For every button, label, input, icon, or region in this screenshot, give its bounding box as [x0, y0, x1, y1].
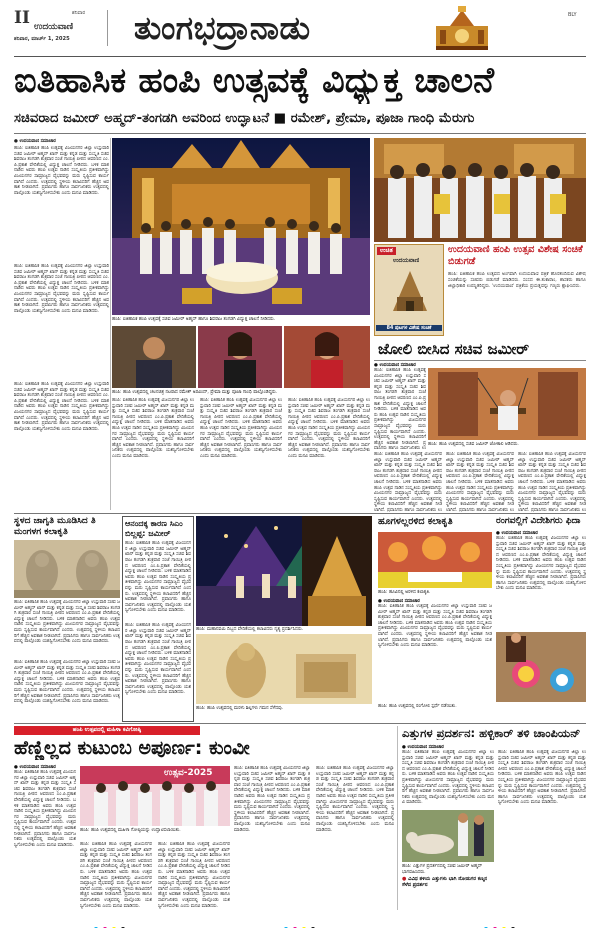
headline-rule	[14, 133, 586, 134]
special-headline: ಉದಯವಾಣಿ ಹಂಪಿ ಉತ್ಸವ ವಿಶೇಷ ಸಂಚಿಕೆ ಬಿಡುಗಡೆ	[448, 244, 583, 267]
swing-byline: ● ಉದಯವಾಣಿ ಸಮಾಚಾರ	[374, 363, 416, 368]
swing-caption: ಹಂಪಿ: ಹಂಪಿ ಉತ್ಸವದಲ್ಲಿ ಸಚಿವ ಜಮೀರ್ ಜೋಕಾಲಿ ಆಡಿದರು.	[428, 442, 519, 447]
ox-byline-text: ಉದಯವಾಣಿ ಸಮಾಚಾರ	[407, 745, 444, 750]
cm-box-headline: ಆನಂದಕ್ಕ ಕಾರಣ ಸಿಎಂ ಬಿಲ್ಲಪ್ಪ: ಜಮೀರ್	[125, 519, 183, 538]
sand-story-text	[14, 600, 120, 722]
swing-lower-col-2: ಹಂಪಿ: ಐತಿಹಾಸಿಕ ಹಂಪಿ ಉತ್ಸವಕ್ಕೆ ವಿಜಯನಗರ ಜಿಲ್ಲಾ ಉಸ್ತುವಾರಿ ಸಚಿವ ಜಮೀರ್ ಅಹ್ಮದ್ ಖಾನ್ ಮತ್ತು ಕನ್ನಡ ಮತ್ತು ಸಂಸ್ಕೃತಿ ಸಚಿವ ಶಿವರಾಜ ತಂಗಡಗಿ ಶುಕ್ರವಾರ ಸಂಜೆ ಗಾಯಿತ್ರಿ ಪೀಠದ ಆವರಣದ ಎಂ.ಪಿ.ಪ್ರಕಾಶ ವೇದಿಕೆಯಲ್ಲಿ ವಿಧ್ಯುಕ್ತ ಚಾಲನೆ ನೀಡಿದರು. ಬಳಿಕ ಮಾತನಾಡಿದ ಅವರು ಹಂಪಿ ಉತ್ಸವ ನಾಡಿನ ಸಂಸ್ಕೃತಿಯ ಪ್ರತೀಕವಾಗಿದ್ದು ವಿಜಯನಗರ ಸಾಮ್ರಾಜ್ಯದ ವೈಭವವನ್ನು ಮರು ಸೃಷ್ಟಿಸುವ ಕಾರ್ಯವಾಗಿದೆ ಎಂದರು. ಉತ್ಸವದಲ್ಲಿ ಸ್ಥಳೀಯ ಕಲಾವಿದರಿಗೆ ಹೆಚ್ಚಿನ ಅವಕಾಶ ನೀಡಲಾಗಿದೆ. ಪ್ರವಾಸಿಗರು ಹಾಗೂ ಸಾರ್ವಜನಿಕರು ಉ	[446, 452, 514, 512]
cm-box-body-2: ಹಂಪಿ: ಐತಿಹಾಸಿಕ ಹಂಪಿ ಉತ್ಸವಕ್ಕೆ ವಿಜಯನಗರ ಜಿಲ್ಲಾ ಉಸ್ತುವಾರಿ ಸಚಿವ ಜಮೀರ್ ಅಹ್ಮದ್ ಖಾನ್ ಮತ್ತು ಕನ್ನಡ ಮತ್ತು ಸಂಸ್ಕೃತಿ ಸಚಿವ ಶಿವರಾಜ ತಂಗಡಗಿ ಶುಕ್ರವಾರ ಸಂಜೆ ಗಾಯಿತ್ರಿ ಪೀಠದ ಆವರಣದ ಎಂ.ಪಿ.ಪ್ರಕಾಶ ವೇದಿಕೆಯಲ್ಲಿ ವಿಧ್ಯುಕ್ತ ಚಾಲನೆ ನೀಡಿದರು. ಬಳಿಕ ಮಾತನಾಡಿದ ಅವರು ಹಂಪಿ ಉತ್ಸವ ನಾಡಿನ ಸಂಸ್ಕೃತಿಯ ಪ್ರತೀಕವಾಗಿದ್ದು ವಿಜಯನಗರ ಸಾಮ್ರಾಜ್ಯದ ವೈಭವವನ್ನು ಮರು ಸೃಷ್ಟಿಸುವ ಕಾರ್ಯವಾಗಿದೆ ಎಂದರು. ಉತ್ಸವದಲ್ಲಿ ಸ್ಥಳೀಯ ಕಲಾವಿದರಿಗೆ ಹೆಚ್ಚಿನ ಅವಕಾಶ ನೀಡಲಾಗಿದೆ. ಪ್ರವಾಸಿಗರು ಹಾಗೂ ಸಾರ್ವಜನಿಕರು ಉತ್ಸವದಲ್ಲಿ ಪಾಲ್ಗೊಂಡು ಯಶಸ್ವಿಗೊಳಿಸಬೇಕು ಎಂದು ಮನವಿ ಮಾಡಿದರು.	[125, 623, 191, 696]
main-headline: ಐತಿಹಾಸಿಕ ಹಂಪಿ ಉತ್ಸವಕ್ಕೆ ವಿಧ್ಯುಕ್ತ ಚಾಲನೆ	[14, 61, 495, 101]
swing-photo	[428, 368, 586, 440]
women-col-1: ಹಂಪಿ: ಐತಿಹಾಸಿಕ ಹಂಪಿ ಉತ್ಸವಕ್ಕೆ ವಿಜಯನಗರ ಜಿಲ್ಲಾ ಉಸ್ತುವಾರಿ ಸಚಿವ ಜಮೀರ್ ಅಹ್ಮದ್ ಖಾನ್ ಮತ್ತು ಕನ್ನಡ ಮತ್ತು ಸಂಸ್ಕೃತಿ ಸಚಿವ ಶಿವರಾಜ ತಂಗಡಗಿ ಶುಕ್ರವಾರ ಸಂಜೆ ಗಾಯಿತ್ರಿ ಪೀಠದ ಆವರಣದ ಎಂ.ಪಿ.ಪ್ರಕಾಶ ವೇದಿಕೆಯಲ್ಲಿ ವಿಧ್ಯುಕ್ತ ಚಾಲನೆ ನೀಡಿದರು. ಬಳಿಕ ಮಾತನಾಡಿದ ಅವರು ಹಂಪಿ ಉತ್ಸವ ನಾಡಿನ ಸಂಸ್ಕೃತಿಯ ಪ್ರತೀಕವಾಗಿದ್ದು ವಿಜಯನಗರ ಸಾಮ್ರಾಜ್ಯದ ವೈಭವವನ್ನು ಮರು ಸೃಷ್ಟಿಸುವ ಕಾರ್ಯವಾಗಿದೆ ಎಂದರು. ಉತ್ಸವದಲ್ಲಿ ಸ್ಥಳೀಯ ಕಲಾವಿದರಿಗೆ ಹೆಚ್ಚಿನ ಅವಕಾಶ ನೀಡಲಾಗಿದೆ. ಪ್ರವಾಸಿಗರು ಹಾಗೂ ಸಾರ್ವಜನಿಕರು ಉತ್ಸವದಲ್ಲಿ ಪಾಲ್ಗೊಂಡು ಯಶಸ್ವಿಗೊಳಿಸಬೇಕು ಎಂದು ಮನವಿ ಮಾಡಿದರು.	[14, 770, 76, 848]
rangoli-byline-text: ಉದಯವಾಣಿ ಸಮಾಚಾರ	[501, 531, 538, 536]
women-banner: ಉತ್ಸವ-2025	[164, 768, 213, 778]
sculpture-caption: ಹಂಪಿ: ಹಂಪಿ ಉತ್ಸವದಲ್ಲಿ ಮರಳು ಶಿಲ್ಪಗಳು ಗಮನ ಸೆಳೆದವು.	[196, 706, 284, 711]
women-right-col-1: ಹಂಪಿ: ಐತಿಹಾಸಿಕ ಹಂಪಿ ಉತ್ಸವಕ್ಕೆ ವಿಜಯನಗರ ಜಿಲ್ಲಾ ಉಸ್ತುವಾರಿ ಸಚಿವ ಜಮೀರ್ ಅಹ್ಮದ್ ಖಾನ್ ಮತ್ತು ಕನ್ನಡ ಮತ್ತು ಸಂಸ್ಕೃತಿ ಸಚಿವ ಶಿವರಾಜ ತಂಗಡಗಿ ಶುಕ್ರವಾರ ಸಂಜೆ ಗಾಯಿತ್ರಿ ಪೀಠದ ಆವರಣದ ಎಂ.ಪಿ.ಪ್ರಕಾಶ ವೇದಿಕೆಯಲ್ಲಿ ವಿಧ್ಯುಕ್ತ ಚಾಲನೆ ನೀಡಿದರು. ಬಳಿಕ ಮಾತನಾಡಿದ ಅವರು ಹಂಪಿ ಉತ್ಸವ ನಾಡಿನ ಸಂಸ್ಕೃತಿಯ ಪ್ರತೀಕವಾಗಿದ್ದು ವಿಜಯನಗರ ಸಾಮ್ರಾಜ್ಯದ ವೈಭವವನ್ನು ಮರು ಸೃಷ್ಟಿಸುವ ಕಾರ್ಯವಾಗಿದೆ ಎಂದರು. ಉತ್ಸವದಲ್ಲಿ ಸ್ಥಳೀಯ ಕಲಾವಿದರಿಗೆ ಹೆಚ್ಚಿನ ಅವಕಾಶ ನೀಡಲಾಗಿದೆ. ಪ್ರವಾಸಿಗರು ಹಾಗೂ ಸಾರ್ವಜನಿಕರು ಉತ್ಸವದಲ್ಲಿ ಪಾಲ್ಗೊಂಡು ಯಶಸ್ವಿಗೊಳಿಸಬೇಕು ಎಂದು ಮನವಿ ಮಾಡಿದರು.	[234, 766, 310, 833]
ox-pullquote-text: ವಿವಿಧ ತಳಿಯ ಎತ್ತುಗಳು ಭಾಗಿ ನೋಡುಗರ ಕಣ್ಮನ ಸೆಳೆದ ಪ್ರದರ್ಶನ	[402, 876, 488, 889]
reg-dots-center	[284, 916, 315, 928]
ox-show-photo	[402, 810, 494, 862]
ox-headline: ಎತ್ತುಗಳ ಪ್ರದರ್ಶನ: ಹಳ್ಳಿಕಾರ್ ತಳಿ ಚಾಂಪಿಯನ್	[402, 726, 581, 740]
page-code: BLY	[568, 12, 577, 18]
women-lower-col-1: ಹಂಪಿ: ಐತಿಹಾಸಿಕ ಹಂಪಿ ಉತ್ಸವಕ್ಕೆ ವಿಜಯನಗರ ಜಿಲ್ಲಾ ಉಸ್ತುವಾರಿ ಸಚಿವ ಜಮೀರ್ ಅಹ್ಮದ್ ಖಾನ್ ಮತ್ತು ಕನ್ನಡ ಮತ್ತು ಸಂಸ್ಕೃತಿ ಸಚಿವ ಶಿವರಾಜ ತಂಗಡಗಿ ಶುಕ್ರವಾರ ಸಂಜೆ ಗಾಯಿತ್ರಿ ಪೀಠದ ಆವರಣದ ಎಂ.ಪಿ.ಪ್ರಕಾಶ ವೇದಿಕೆಯಲ್ಲಿ ವಿಧ್ಯುಕ್ತ ಚಾಲನೆ ನೀಡಿದರು. ಬಳಿಕ ಮಾತನಾಡಿದ ಅವರು ಹಂಪಿ ಉತ್ಸವ ನಾಡಿನ ಸಂಸ್ಕೃತಿಯ ಪ್ರತೀಕವಾಗಿದ್ದು ವಿಜಯನಗರ ಸಾಮ್ರಾಜ್ಯದ ವೈಭವವನ್ನು ಮರು ಸೃಷ್ಟಿಸುವ ಕಾರ್ಯವಾಗಿದೆ ಎಂದರು. ಉತ್ಸವದಲ್ಲಿ ಸ್ಥಳೀಯ ಕಲಾವಿದರಿಗೆ ಹೆಚ್ಚಿನ ಅವಕಾಶ ನೀಡಲಾಗಿದೆ. ಪ್ರವಾಸಿಗರು ಹಾಗೂ ಸಾರ್ವಜನಿಕರು ಉತ್ಸವದಲ್ಲಿ ಪಾಲ್ಗೊಂಡು ಯಶಸ್ವಿಗೊಳಿಸಬೇಕು ಎಂದು ಮನವಿ ಮಾಡಿದರು.	[80, 842, 152, 909]
swing-byline-text: ಉದಯವಾಣಿ ಸಮಾಚಾರ	[379, 363, 416, 368]
women-lower-text	[80, 842, 230, 910]
women-headline: ಹೆಣ್ಣಿಲ್ಲದ ಕುಟುಂಬ ಅಪೂರ್ಣ: ಕುಂವೀ	[14, 737, 250, 759]
row2-caption: ಹಂಪಿ: ಹಂಪಿ ಉತ್ಸವದಲ್ಲಿ ಚಲನಚಿತ್ರ ನಟರಾದ ರಮೇಶ್ ಅರವಿಂದ್, ಪ್ರೇಮಾ ಮತ್ತು ಪೂಜಾ ಗಾಂಧಿ ಪಾಲ್ಗೊಂಡಿದ್ದರು.	[112, 390, 278, 395]
mid-col-1: ಹಂಪಿ: ಐತಿಹಾಸಿಕ ಹಂಪಿ ಉತ್ಸವಕ್ಕೆ ವಿಜಯನಗರ ಜಿಲ್ಲಾ ಉಸ್ತುವಾರಿ ಸಚಿವ ಜಮೀರ್ ಅಹ್ಮದ್ ಖಾನ್ ಮತ್ತು ಕನ್ನಡ ಮತ್ತು ಸಂಸ್ಕೃತಿ ಸಚಿವ ಶಿವರಾಜ ತಂಗಡಗಿ ಶುಕ್ರವಾರ ಸಂಜೆ ಗಾಯಿತ್ರಿ ಪೀಠದ ಆವರಣದ ಎಂ.ಪಿ.ಪ್ರಕಾಶ ವೇದಿಕೆಯಲ್ಲಿ ವಿಧ್ಯುಕ್ತ ಚಾಲನೆ ನೀಡಿದರು. ಬಳಿಕ ಮಾತನಾಡಿದ ಅವರು ಹಂಪಿ ಉತ್ಸವ ನಾಡಿನ ಸಂಸ್ಕೃತಿಯ ಪ್ರತೀಕವಾಗಿದ್ದು ವಿಜಯನಗರ ಸಾಮ್ರಾಜ್ಯದ ವೈಭವವನ್ನು ಮರು ಸೃಷ್ಟಿಸುವ ಕಾರ್ಯವಾಗಿದೆ ಎಂದರು. ಉತ್ಸವದಲ್ಲಿ ಸ್ಥಳೀಯ ಕಲಾವಿದರಿಗೆ ಹೆಚ್ಚಿನ ಅವಕಾಶ ನೀಡಲಾಗಿದೆ. ಪ್ರವಾಸಿಗರು ಹಾಗೂ ಸಾರ್ವಜನಿಕರು ಉತ್ಸವದಲ್ಲಿ ಪಾಲ್ಗೊಂಡು ಯಶಸ್ವಿಗೊಳಿಸಬೇಕು ಎಂದು ಮನವಿ ಮಾಡಿದರು.	[112, 398, 194, 459]
sand-sculpture-photo	[14, 540, 120, 598]
mid-story-columns	[112, 398, 370, 510]
women-caption: ಹಂಪಿ: ಹಂಪಿ ಉತ್ಸವದಲ್ಲಿ ಮಹಿಳಾ ಗೋಷ್ಠಿಯನ್ನು ಉದ್ಘಾಟಿಸಲಾಯಿತು.	[80, 828, 181, 833]
mid-col-3: ಹಂಪಿ: ಐತಿಹಾಸಿಕ ಹಂಪಿ ಉತ್ಸವಕ್ಕೆ ವಿಜಯನಗರ ಜಿಲ್ಲಾ ಉಸ್ತುವಾರಿ ಸಚಿವ ಜಮೀರ್ ಅಹ್ಮದ್ ಖಾನ್ ಮತ್ತು ಕನ್ನಡ ಮತ್ತು ಸಂಸ್ಕೃತಿ ಸಚಿವ ಶಿವರಾಜ ತಂಗಡಗಿ ಶುಕ್ರವಾರ ಸಂಜೆ ಗಾಯಿತ್ರಿ ಪೀಠದ ಆವರಣದ ಎಂ.ಪಿ.ಪ್ರಕಾಶ ವೇದಿಕೆಯಲ್ಲಿ ವಿಧ್ಯುಕ್ತ ಚಾಲನೆ ನೀಡಿದರು. ಬಳಿಕ ಮಾತನಾಡಿದ ಅವರು ಹಂಪಿ ಉತ್ಸವ ನಾಡಿನ ಸಂಸ್ಕೃತಿಯ ಪ್ರತೀಕವಾಗಿದ್ದು ವಿಜಯನಗರ ಸಾಮ್ರಾಜ್ಯದ ವೈಭವವನ್ನು ಮರು ಸೃಷ್ಟಿಸುವ ಕಾರ್ಯವಾಗಿದೆ ಎಂದರು. ಉತ್ಸವದಲ್ಲಿ ಸ್ಥಳೀಯ ಕಲಾವಿದರಿಗೆ ಹೆಚ್ಚಿನ ಅವಕಾಶ ನೀಡಲಾಗಿದೆ. ಪ್ರವಾಸಿಗರು ಹಾಗೂ ಸಾರ್ವಜನಿಕರು ಉತ್ಸವದಲ್ಲಿ ಪಾಲ್ಗೊಂಡು ಯಶಸ್ವಿಗೊಳಿಸಬೇಕು ಎಂದು ಮನವಿ ಮಾಡಿದರು.	[288, 398, 370, 459]
sand-story-headline: ಸ್ಥಳದ ಜಾಗೃತಿ ಮೂಡಿಸಿದ ತಿ ಮಂಗಳಗ ಕಲಾಕೃತಿ	[14, 516, 96, 537]
ox-byline: ● ಉದಯವಾಣಿ ಸಮಾಚಾರ	[402, 745, 444, 750]
flowers-caption: ಹಂಪಿ: ಹೂವಿನಲ್ಲಿ ಅರಳಿದ ಕಲಾಕೃತಿ.	[378, 590, 431, 595]
celebrity-photo-2	[198, 326, 282, 388]
swing-lower-text	[374, 452, 586, 512]
lead-byline: ● ಉದಯವಾಣಿ ಸಮಾಚಾರ	[14, 139, 56, 144]
masthead-rule	[14, 56, 586, 57]
hampi-utsav-logo-icon	[432, 6, 492, 52]
women-right-text	[234, 766, 394, 910]
sand-body-2: ಹಂಪಿ: ಐತಿಹಾಸಿಕ ಹಂಪಿ ಉತ್ಸವಕ್ಕೆ ವಿಜಯನಗರ ಜಿಲ್ಲಾ ಉಸ್ತುವಾರಿ ಸಚಿವ ಜಮೀರ್ ಅಹ್ಮದ್ ಖಾನ್ ಮತ್ತು ಕನ್ನಡ ಮತ್ತು ಸಂಸ್ಕೃತಿ ಸಚಿವ ಶಿವರಾಜ ತಂಗಡಗಿ ಶುಕ್ರವಾರ ಸಂಜೆ ಗಾಯಿತ್ರಿ ಪೀಠದ ಆವರಣದ ಎಂ.ಪಿ.ಪ್ರಕಾಶ ವೇದಿಕೆಯಲ್ಲಿ ವಿಧ್ಯುಕ್ತ ಚಾಲನೆ ನೀಡಿದರು. ಬಳಿಕ ಮಾತನಾಡಿದ ಅವರು ಹಂಪಿ ಉತ್ಸವ ನಾಡಿನ ಸಂಸ್ಕೃತಿಯ ಪ್ರತೀಕವಾಗಿದ್ದು ವಿಜಯನಗರ ಸಾಮ್ರಾಜ್ಯದ ವೈಭವವನ್ನು ಮರು ಸೃಷ್ಟಿಸುವ ಕಾರ್ಯವಾಗಿದೆ ಎಂದರು. ಉತ್ಸವದಲ್ಲಿ ಸ್ಥಳೀಯ ಕಲಾವಿದರಿಗೆ ಹೆಚ್ಚಿನ ಅವಕಾಶ ನೀಡಲಾಗಿದೆ. ಪ್ರವಾಸಿಗರು ಹಾಗೂ ಸಾರ್ವಜನಿಕರು ಉತ್ಸವದಲ್ಲಿ ಪಾಲ್ಗೊಂಡು ಯಶಸ್ವಿಗೊಳಿಸಬೇಕು ಎಂದು ಮನವಿ ಮಾಡಿದರು.	[14, 660, 120, 705]
cm-box-story	[122, 516, 194, 722]
ox-body-2: ಹಂಪಿ: ಐತಿಹಾಸಿಕ ಹಂಪಿ ಉತ್ಸವಕ್ಕೆ ವಿಜಯನಗರ ಜಿಲ್ಲಾ ಉಸ್ತುವಾರಿ ಸಚಿವ ಜಮೀರ್ ಅಹ್ಮದ್ ಖಾನ್ ಮತ್ತು ಕನ್ನಡ ಮತ್ತು ಸಂಸ್ಕೃತಿ ಸಚಿವ ಶಿವರಾಜ ತಂಗಡಗಿ ಶುಕ್ರವಾರ ಸಂಜೆ ಗಾಯಿತ್ರಿ ಪೀಠದ ಆವರಣದ ಎಂ.ಪಿ.ಪ್ರಕಾಶ ವೇದಿಕೆಯಲ್ಲಿ ವಿಧ್ಯುಕ್ತ ಚಾಲನೆ ನೀಡಿದರು. ಬಳಿಕ ಮಾತನಾಡಿದ ಅವರು ಹಂಪಿ ಉತ್ಸವ ನಾಡಿನ ಸಂಸ್ಕೃತಿಯ ಪ್ರತೀಕವಾಗಿದ್ದು ವಿಜಯನಗರ ಸಾಮ್ರಾಜ್ಯದ ವೈಭವವನ್ನು ಮರು ಸೃಷ್ಟಿಸುವ ಕಾರ್ಯವಾಗಿದೆ ಎಂದರು. ಉತ್ಸವದಲ್ಲಿ ಸ್ಥಳೀಯ ಕಲಾವಿದರಿಗೆ ಹೆಚ್ಚಿನ ಅವಕಾಶ ನೀಡಲಾಗಿದೆ. ಪ್ರವಾಸಿಗರು ಹಾಗೂ ಸಾರ್ವಜನಿಕರು ಉತ್ಸವದಲ್ಲಿ ಪಾಲ್ಗೊಂಡು ಯಶಸ್ವಿಗೊಳಿಸಬೇಕು ಎಂದು ಮನವಿ ಮಾಡಿದರು.	[498, 750, 586, 806]
mid-col-2: ಹಂಪಿ: ಐತಿಹಾಸಿಕ ಹಂಪಿ ಉತ್ಸವಕ್ಕೆ ವಿಜಯನಗರ ಜಿಲ್ಲಾ ಉಸ್ತುವಾರಿ ಸಚಿವ ಜಮೀರ್ ಅಹ್ಮದ್ ಖಾನ್ ಮತ್ತು ಕನ್ನಡ ಮತ್ತು ಸಂಸ್ಕೃತಿ ಸಚಿವ ಶಿವರಾಜ ತಂಗಡಗಿ ಶುಕ್ರವಾರ ಸಂಜೆ ಗಾಯಿತ್ರಿ ಪೀಠದ ಆವರಣದ ಎಂ.ಪಿ.ಪ್ರಕಾಶ ವೇದಿಕೆಯಲ್ಲಿ ವಿಧ್ಯುಕ್ತ ಚಾಲನೆ ನೀಡಿದರು. ಬಳಿಕ ಮಾತನಾಡಿದ ಅವರು ಹಂಪಿ ಉತ್ಸವ ನಾಡಿನ ಸಂಸ್ಕೃತಿಯ ಪ್ರತೀಕವಾಗಿದ್ದು ವಿಜಯನಗರ ಸಾಮ್ರಾಜ್ಯದ ವೈಭವವನ್ನು ಮರು ಸೃಷ್ಟಿಸುವ ಕಾರ್ಯವಾಗಿದೆ ಎಂದರು. ಉತ್ಸವದಲ್ಲಿ ಸ್ಥಳೀಯ ಕಲಾವಿದರಿಗೆ ಹೆಚ್ಚಿನ ಅವಕಾಶ ನೀಡಲಾಗಿದೆ. ಪ್ರವಾಸಿಗರು ಹಾಗೂ ಸಾರ್ವಜನಿಕರು ಉತ್ಸವದಲ್ಲಿ ಪಾಲ್ಗೊಂಡು ಯಶಸ್ವಿಗೊಳಿಸಬೇಕು ಎಂದು ಮನವಿ ಮಾಡಿದರು.	[200, 398, 282, 459]
rangoli-headline: ರಂಗವಲ್ಲಿಗೆ ವಿದೇಶಿಗರು ಫಿದಾ	[496, 516, 581, 526]
women-right-col-2: ಹಂಪಿ: ಐತಿಹಾಸಿಕ ಹಂಪಿ ಉತ್ಸವಕ್ಕೆ ವಿಜಯನಗರ ಜಿಲ್ಲಾ ಉಸ್ತುವಾರಿ ಸಚಿವ ಜಮೀರ್ ಅಹ್ಮದ್ ಖಾನ್ ಮತ್ತು ಕನ್ನಡ ಮತ್ತು ಸಂಸ್ಕೃತಿ ಸಚಿವ ಶಿವರಾಜ ತಂಗಡಗಿ ಶುಕ್ರವಾರ ಸಂಜೆ ಗಾಯಿತ್ರಿ ಪೀಠದ ಆವರಣದ ಎಂ.ಪಿ.ಪ್ರಕಾಶ ವೇದಿಕೆಯಲ್ಲಿ ವಿಧ್ಯುಕ್ತ ಚಾಲನೆ ನೀಡಿದರು. ಬಳಿಕ ಮಾತನಾಡಿದ ಅವರು ಹಂಪಿ ಉತ್ಸವ ನಾಡಿನ ಸಂಸ್ಕೃತಿಯ ಪ್ರತೀಕವಾಗಿದ್ದು ವಿಜಯನಗರ ಸಾಮ್ರಾಜ್ಯದ ವೈಭವವನ್ನು ಮರು ಸೃಷ್ಟಿಸುವ ಕಾರ್ಯವಾಗಿದೆ ಎಂದರು. ಉತ್ಸವದಲ್ಲಿ ಸ್ಥಳೀಯ ಕಲಾವಿದರಿಗೆ ಹೆಚ್ಚಿನ ಅವಕಾಶ ನೀಡಲಾಗಿದೆ. ಪ್ರವಾಸಿಗರು ಹಾಗೂ ಸಾರ್ವಜನಿಕರು ಉತ್ಸವದಲ್ಲಿ ಪಾಲ್ಗೊಂಡು ಯಶಸ್ವಿಗೊಳಿಸಬೇಕು ಎಂದು ಮನವಿ ಮಾಡಿದರು.	[316, 766, 394, 833]
swing-rule	[374, 360, 586, 361]
lead-byline-text: ಉದಯವಾಣಿ ಸಮಾಚಾರ	[19, 139, 56, 144]
reg-dots-right	[484, 916, 515, 928]
sand-body: ಹಂಪಿ: ಐತಿಹಾಸಿಕ ಹಂಪಿ ಉತ್ಸವಕ್ಕೆ ವಿಜಯನಗರ ಜಿಲ್ಲಾ ಉಸ್ತುವಾರಿ ಸಚಿವ ಜಮೀರ್ ಅಹ್ಮದ್ ಖಾನ್ ಮತ್ತು ಕನ್ನಡ ಮತ್ತು ಸಂಸ್ಕೃತಿ ಸಚಿವ ಶಿವರಾಜ ತಂಗಡಗಿ ಶುಕ್ರವಾರ ಸಂಜೆ ಗಾಯಿತ್ರಿ ಪೀಠದ ಆವರಣದ ಎಂ.ಪಿ.ಪ್ರಕಾಶ ವೇದಿಕೆಯಲ್ಲಿ ವಿಧ್ಯುಕ್ತ ಚಾಲನೆ ನೀಡಿದರು. ಬಳಿಕ ಮಾತನಾಡಿದ ಅವರು ಹಂಪಿ ಉತ್ಸವ ನಾಡಿನ ಸಂಸ್ಕೃತಿಯ ಪ್ರತೀಕವಾಗಿದ್ದು ವಿಜಯನಗರ ಸಾಮ್ರಾಜ್ಯದ ವೈಭವವನ್ನು ಮರು ಸೃಷ್ಟಿಸುವ ಕಾರ್ಯವಾಗಿದೆ ಎಂದರು. ಉತ್ಸವದಲ್ಲಿ ಸ್ಥಳೀಯ ಕಲಾವಿದರಿಗೆ ಹೆಚ್ಚಿನ ಅವಕಾಶ ನೀಡಲಾಗಿದೆ. ಪ್ರವಾಸಿಗರು ಹಾಗೂ ಸಾರ್ವಜನಿಕರು ಉತ್ಸವದಲ್ಲಿ ಪಾಲ್ಗೊಂಡು ಯಶಸ್ವಿಗೊಳಿಸಬೇಕು ಎಂದು ಮನವಿ ಮಾಡಿದರು.	[14, 600, 120, 645]
section-rule-2	[14, 723, 586, 724]
special-badge: 84 ಪುಟಗಳ ವಿಶೇಷ ಸಂಚಿಕೆ	[376, 325, 442, 331]
rangoli-photo	[496, 632, 586, 702]
masthead-divider	[107, 10, 108, 46]
rangoli-body: ಹಂಪಿ: ಐತಿಹಾಸಿಕ ಹಂಪಿ ಉತ್ಸವಕ್ಕೆ ವಿಜಯನಗರ ಜಿಲ್ಲಾ ಉಸ್ತುವಾರಿ ಸಚಿವ ಜಮೀರ್ ಅಹ್ಮದ್ ಖಾನ್ ಮತ್ತು ಕನ್ನಡ ಮತ್ತು ಸಂಸ್ಕೃತಿ ಸಚಿವ ಶಿವರಾಜ ತಂಗಡಗಿ ಶುಕ್ರವಾರ ಸಂಜೆ ಗಾಯಿತ್ರಿ ಪೀಠದ ಆವರಣದ ಎಂ.ಪಿ.ಪ್ರಕಾಶ ವೇದಿಕೆಯಲ್ಲಿ ವಿಧ್ಯುಕ್ತ ಚಾಲನೆ ನೀಡಿದರು. ಬಳಿಕ ಮಾತನಾಡಿದ ಅವರು ಹಂಪಿ ಉತ್ಸವ ನಾಡಿನ ಸಂಸ್ಕೃತಿಯ ಪ್ರತೀಕವಾಗಿದ್ದು ವಿಜಯನಗರ ಸಾಮ್ರಾಜ್ಯದ ವೈಭವವನ್ನು ಮರು ಸೃಷ್ಟಿಸುವ ಕಾರ್ಯವಾಗಿದೆ ಎಂದರು. ಉತ್ಸವದಲ್ಲಿ ಸ್ಥಳೀಯ ಕಲಾವಿದರಿಗೆ ಹೆಚ್ಚಿನ ಅವಕಾಶ ನೀಡಲಾಗಿದೆ. ಪ್ರವಾಸಿಗರು ಹಾಗೂ ಸಾರ್ವಜನಿಕರು ಉತ್ಸವದಲ್ಲಿ ಪಾಲ್ಗೊಂಡು ಯಶಸ್ವಿಗೊಳಿಸಬೇಕು ಎಂದು ಮನವಿ ಮಾಡಿದರು.	[496, 536, 586, 592]
women-byline-text: ಉದಯವಾಣಿ ಸಮಾಚಾರ	[19, 765, 56, 770]
pullquote-bullet-icon: ●	[402, 876, 409, 882]
flowers-photo	[378, 532, 492, 588]
flowers-byline: ● ಉದಯವಾಣಿ ಸಮಾಚಾರ	[378, 599, 420, 604]
free-label: ಉಚಿತ	[377, 247, 396, 255]
section-rule-1	[14, 513, 586, 514]
sub-headline: ಸಚಿವರಾದ ಜಮೀರ್ ಅಹ್ಮದ್-ತಂಗಡಗಿ ಅವರಿಂದ ಉದ್ಘಾಟನೆ ■ ರಮೇಶ್, ಪ್ರೇಮಾ, ಪೂಜಾ ಗಾಂಧಿ ಮೆರುಗು	[14, 111, 475, 126]
center-photo-caption: ಹಂಪಿ: ಮಹಾನವಮಿ ದಿಬ್ಬದ ವೇದಿಕೆಯಲ್ಲಿ ಕಲಾವಿದರು ನೃತ್ಯ ಪ್ರದರ್ಶಿಸಿದರು.	[196, 627, 304, 632]
release-event-photo	[374, 138, 586, 242]
bottom-divider	[397, 726, 398, 910]
flowers-body: ಹಂಪಿ: ಐತಿಹಾಸಿಕ ಹಂಪಿ ಉತ್ಸವಕ್ಕೆ ವಿಜಯನಗರ ಜಿಲ್ಲಾ ಉಸ್ತುವಾರಿ ಸಚಿವ ಜಮೀರ್ ಅಹ್ಮದ್ ಖಾನ್ ಮತ್ತು ಕನ್ನಡ ಮತ್ತು ಸಂಸ್ಕೃತಿ ಸಚಿವ ಶಿವರಾಜ ತಂಗಡಗಿ ಶುಕ್ರವಾರ ಸಂಜೆ ಗಾಯಿತ್ರಿ ಪೀಠದ ಆವರಣದ ಎಂ.ಪಿ.ಪ್ರಕಾಶ ವೇದಿಕೆಯಲ್ಲಿ ವಿಧ್ಯುಕ್ತ ಚಾಲನೆ ನೀಡಿದರು. ಬಳಿಕ ಮಾತನಾಡಿದ ಅವರು ಹಂಪಿ ಉತ್ಸವ ನಾಡಿನ ಸಂಸ್ಕೃತಿಯ ಪ್ರತೀಕವಾಗಿದ್ದು ವಿಜಯನಗರ ಸಾಮ್ರಾಜ್ಯದ ವೈಭವವನ್ನು ಮರು ಸೃಷ್ಟಿಸುವ ಕಾರ್ಯವಾಗಿದೆ ಎಂದರು. ಉತ್ಸವದಲ್ಲಿ ಸ್ಥಳೀಯ ಕಲಾವಿದರಿಗೆ ಹೆಚ್ಚಿನ ಅವಕಾಶ ನೀಡಲಾಗಿದೆ. ಪ್ರವಾಸಿಗರು ಹಾಗೂ ಸಾರ್ವಜನಿಕರು ಉತ್ಸವದಲ್ಲಿ ಪಾಲ್ಗೊಂಡು ಯಶಸ್ವಿಗೊಳಿಸಬೇಕು ಎಂದು ಮನವಿ ಮಾಡಿದರು.	[378, 604, 492, 649]
women-lower-col-2: ಹಂಪಿ: ಐತಿಹಾಸಿಕ ಹಂಪಿ ಉತ್ಸವಕ್ಕೆ ವಿಜಯನಗರ ಜಿಲ್ಲಾ ಉಸ್ತುವಾರಿ ಸಚಿವ ಜಮೀರ್ ಅಹ್ಮದ್ ಖಾನ್ ಮತ್ತು ಕನ್ನಡ ಮತ್ತು ಸಂಸ್ಕೃತಿ ಸಚಿವ ಶಿವರಾಜ ತಂಗಡಗಿ ಶುಕ್ರವಾರ ಸಂಜೆ ಗಾಯಿತ್ರಿ ಪೀಠದ ಆವರಣದ ಎಂ.ಪಿ.ಪ್ರಕಾಶ ವೇದಿಕೆಯಲ್ಲಿ ವಿಧ್ಯುಕ್ತ ಚಾಲನೆ ನೀಡಿದರು. ಬಳಿಕ ಮಾತನಾಡಿದ ಅವರು ಹಂಪಿ ಉತ್ಸವ ನಾಡಿನ ಸಂಸ್ಕೃತಿಯ ಪ್ರತೀಕವಾಗಿದ್ದು ವಿಜಯನಗರ ಸಾಮ್ರಾಜ್ಯದ ವೈಭವವನ್ನು ಮರು ಸೃಷ್ಟಿಸುವ ಕಾರ್ಯವಾಗಿದೆ ಎಂದರು. ಉತ್ಸವದಲ್ಲಿ ಸ್ಥಳೀಯ ಕಲಾವಿದರಿಗೆ ಹೆಚ್ಚಿನ ಅವಕಾಶ ನೀಡಲಾಗಿದೆ. ಪ್ರವಾಸಿಗರು ಹಾಗೂ ಸಾರ್ವಜನಿಕರು ಉತ್ಸವದಲ್ಲಿ ಪಾಲ್ಗೊಂಡು ಯಶಸ್ವಿಗೊಳಿಸಬೇಕು ಎಂದು ಮನವಿ ಮಾಡಿದರು.	[158, 842, 230, 909]
rangoli-byline: ● ಉದಯವಾಣಿ ಸಮಾಚಾರ	[496, 531, 538, 536]
lead-story-column	[14, 138, 109, 510]
ox-pullquote	[402, 876, 494, 889]
main-photo-caption: ಹಂಪಿ: ಐತಿಹಾಸಿಕ ಹಂಪಿ ಉತ್ಸವಕ್ಕೆ ಸಚಿವ ಜಮೀರ್ ಅಹ್ಮದ್ ಹಾಗೂ ಶಿವರಾಜ ತಂಗಡಗಿ ವಿಧ್ಯುಕ್ತ ಚಾಲನೆ ನೀಡಿದರು.	[112, 317, 276, 322]
reg-dots-left	[94, 916, 125, 928]
column-divider	[110, 138, 111, 510]
registration-marks	[14, 914, 586, 924]
swing-lower-col-3: ಹಂಪಿ: ಐತಿಹಾಸಿಕ ಹಂಪಿ ಉತ್ಸವಕ್ಕೆ ವಿಜಯನಗರ ಜಿಲ್ಲಾ ಉಸ್ತುವಾರಿ ಸಚಿವ ಜಮೀರ್ ಅಹ್ಮದ್ ಖಾನ್ ಮತ್ತು ಕನ್ನಡ ಮತ್ತು ಸಂಸ್ಕೃತಿ ಸಚಿವ ಶಿವರಾಜ ತಂಗಡಗಿ ಶುಕ್ರವಾರ ಸಂಜೆ ಗಾಯಿತ್ರಿ ಪೀಠದ ಆವರಣದ ಎಂ.ಪಿ.ಪ್ರಕಾಶ ವೇದಿಕೆಯಲ್ಲಿ ವಿಧ್ಯುಕ್ತ ಚಾಲನೆ ನೀಡಿದರು. ಬಳಿಕ ಮಾತನಾಡಿದ ಅವರು ಹಂಪಿ ಉತ್ಸವ ನಾಡಿನ ಸಂಸ್ಕೃತಿಯ ಪ್ರತೀಕವಾಗಿದ್ದು ವಿಜಯನಗರ ಸಾಮ್ರಾಜ್ಯದ ವೈಭವವನ್ನು ಮರು ಸೃಷ್ಟಿಸುವ ಕಾರ್ಯವಾಗಿದೆ ಎಂದರು. ಉತ್ಸವದಲ್ಲಿ ಸ್ಥಳೀಯ ಕಲಾವಿದರಿಗೆ ಹೆಚ್ಚಿನ ಅವಕಾಶ ನೀಡಲಾಗಿದೆ. ಪ್ರವಾಸಿಗರು ಹಾಗೂ ಸಾರ್ವಜನಿಕರು ಉ	[518, 452, 586, 512]
cover-temple-icon	[387, 267, 433, 313]
women-kicker: ಹಂಪಿ ಉತ್ಸವದಲ್ಲಿ ಮಹಿಳಾ ಕವಿಗೋಷ್ಠಿ	[14, 726, 200, 735]
page-number: II	[14, 8, 30, 28]
lead-body-1: ಹಂಪಿ: ಐತಿಹಾಸಿಕ ಹಂಪಿ ಉತ್ಸವಕ್ಕೆ ವಿಜಯನಗರ ಜಿಲ್ಲಾ ಉಸ್ತುವಾರಿ ಸಚಿವ ಜಮೀರ್ ಅಹ್ಮದ್ ಖಾನ್ ಮತ್ತು ಕನ್ನಡ ಮತ್ತು ಸಂಸ್ಕೃತಿ ಸಚಿವ ಶಿವರಾಜ ತಂಗಡಗಿ ಶುಕ್ರವಾರ ಸಂಜೆ ಗಾಯಿತ್ರಿ ಪೀಠದ ಆವರಣದ ಎಂ.ಪಿ.ಪ್ರಕಾಶ ವೇದಿಕೆಯಲ್ಲಿ ವಿಧ್ಯುಕ್ತ ಚಾಲನೆ ನೀಡಿದರು. ಬಳಿಕ ಮಾತನಾಡಿದ ಅವರು ಹಂಪಿ ಉತ್ಸವ ನಾಡಿನ ಸಂಸ್ಕೃತಿಯ ಪ್ರತೀಕವಾಗಿದ್ದು ವಿಜಯನಗರ ಸಾಮ್ರಾಜ್ಯದ ವೈಭವವನ್ನು ಮರು ಸೃಷ್ಟಿಸುವ ಕಾರ್ಯವಾಗಿದೆ ಎಂದರು. ಉತ್ಸವದಲ್ಲಿ ಸ್ಥಳೀಯ ಕಲಾವಿದರಿಗೆ ಹೆಚ್ಚಿನ ಅವಕಾಶ ನೀಡಲಾಗಿದೆ. ಪ್ರವಾಸಿಗರು ಹಾಗೂ ಸಾರ್ವಜನಿಕರು ಉತ್ಸವದಲ್ಲಿ ಪಾಲ್ಗೊಂಡು ಯಶಸ್ವಿಗೊಳಿಸಬೇಕು ಎಂದು ಮನವಿ ಮಾಡಿದರು.	[14, 146, 109, 196]
swing-story-headline: ಜೋಲಿ ಬೀಸಿದ ಸಚಿವ ಜಮೀರ್	[378, 340, 530, 358]
swing-lower-col-1: ಹಂಪಿ: ಐತಿಹಾಸಿಕ ಹಂಪಿ ಉತ್ಸವಕ್ಕೆ ವಿಜಯನಗರ ಜಿಲ್ಲಾ ಉಸ್ತುವಾರಿ ಸಚಿವ ಜಮೀರ್ ಅಹ್ಮದ್ ಖಾನ್ ಮತ್ತು ಕನ್ನಡ ಮತ್ತು ಸಂಸ್ಕೃತಿ ಸಚಿವ ಶಿವರಾಜ ತಂಗಡಗಿ ಶುಕ್ರವಾರ ಸಂಜೆ ಗಾಯಿತ್ರಿ ಪೀಠದ ಆವರಣದ ಎಂ.ಪಿ.ಪ್ರಕಾಶ ವೇದಿಕೆಯಲ್ಲಿ ವಿಧ್ಯುಕ್ತ ಚಾಲನೆ ನೀಡಿದರು. ಬಳಿಕ ಮಾತನಾಡಿದ ಅವರು ಹಂಪಿ ಉತ್ಸವ ನಾಡಿನ ಸಂಸ್ಕೃತಿಯ ಪ್ರತೀಕವಾಗಿದ್ದು ವಿಜಯನಗರ ಸಾಮ್ರಾಜ್ಯದ ವೈಭವವನ್ನು ಮರು ಸೃಷ್ಟಿಸುವ ಕಾರ್ಯವಾಗಿದೆ ಎಂದರು. ಉತ್ಸವದಲ್ಲಿ ಸ್ಥಳೀಯ ಕಲಾವಿದರಿಗೆ ಹೆಚ್ಚಿನ ಅವಕಾಶ ನೀಡಲಾಗಿದೆ. ಪ್ರವಾಸಿಗರು ಹಾಗೂ ಸಾರ್ವಜನಿಕರು ಉ	[374, 452, 442, 512]
main-stage-photo	[112, 138, 370, 315]
special-edition-cover	[374, 244, 444, 336]
celebrity-photo-3	[284, 326, 370, 388]
lead-body-2: ಹಂಪಿ: ಐತಿಹಾಸಿಕ ಹಂಪಿ ಉತ್ಸವಕ್ಕೆ ವಿಜಯನಗರ ಜಿಲ್ಲಾ ಉಸ್ತುವಾರಿ ಸಚಿವ ಜಮೀರ್ ಅಹ್ಮದ್ ಖಾನ್ ಮತ್ತು ಕನ್ನಡ ಮತ್ತು ಸಂಸ್ಕೃತಿ ಸಚಿವ ಶಿವರಾಜ ತಂಗಡಗಿ ಶುಕ್ರವಾರ ಸಂಜೆ ಗಾಯಿತ್ರಿ ಪೀಠದ ಆವರಣದ ಎಂ.ಪಿ.ಪ್ರಕಾಶ ವೇದಿಕೆಯಲ್ಲಿ ವಿಧ್ಯುಕ್ತ ಚಾಲನೆ ನೀಡಿದರು. ಬಳಿಕ ಮಾತನಾಡಿದ ಅವರು ಹಂಪಿ ಉತ್ಸವ ನಾಡಿನ ಸಂಸ್ಕೃತಿಯ ಪ್ರತೀಕವಾಗಿದ್ದು ವಿಜಯನಗರ ಸಾಮ್ರಾಜ್ಯದ ವೈಭವವನ್ನು ಮರು ಸೃಷ್ಟಿಸುವ ಕಾರ್ಯವಾಗಿದೆ ಎಂದರು. ಉತ್ಸವದಲ್ಲಿ ಸ್ಥಳೀಯ ಕಲಾವಿದರಿಗೆ ಹೆಚ್ಚಿನ ಅವಕಾಶ ನೀಡಲಾಗಿದೆ. ಪ್ರವಾಸಿಗರು ಹಾಗೂ ಸಾರ್ವಜನಿಕರು ಉತ್ಸವದಲ್ಲಿ ಪಾಲ್ಗೊಂಡು ಯಶಸ್ವಿಗೊಳಿಸಬೇಕು ಎಂದು ಮನವಿ ಮಾಡಿದರು.	[14, 264, 109, 314]
sand-statue-photo	[196, 634, 372, 704]
section-title: ತುಂಗಭದ್ರಾನಾಡು	[134, 9, 311, 47]
special-edition-box	[374, 244, 586, 336]
cm-box-body: ಹಂಪಿ: ಐತಿಹಾಸಿಕ ಹಂಪಿ ಉತ್ಸವಕ್ಕೆ ವಿಜಯನಗರ ಜಿಲ್ಲಾ ಉಸ್ತುವಾರಿ ಸಚಿವ ಜಮೀರ್ ಅಹ್ಮದ್ ಖಾನ್ ಮತ್ತು ಕನ್ನಡ ಮತ್ತು ಸಂಸ್ಕೃತಿ ಸಚಿವ ಶಿವರಾಜ ತಂಗಡಗಿ ಶುಕ್ರವಾರ ಸಂಜೆ ಗಾಯಿತ್ರಿ ಪೀಠದ ಆವರಣದ ಎಂ.ಪಿ.ಪ್ರಕಾಶ ವೇದಿಕೆಯಲ್ಲಿ ವಿಧ್ಯುಕ್ತ ಚಾಲನೆ ನೀಡಿದರು. ಬಳಿಕ ಮಾತನಾಡಿದ ಅವರು ಹಂಪಿ ಉತ್ಸವ ನಾಡಿನ ಸಂಸ್ಕೃತಿಯ ಪ್ರತೀಕವಾಗಿದ್ದು ವಿಜಯನಗರ ಸಾಮ್ರಾಜ್ಯದ ವೈಭವವನ್ನು ಮರು ಸೃಷ್ಟಿಸುವ ಕಾರ್ಯವಾಗಿದೆ ಎಂದರು. ಉತ್ಸವದಲ್ಲಿ ಸ್ಥಳೀಯ ಕಲಾವಿದರಿಗೆ ಹೆಚ್ಚಿನ ಅವಕಾಶ ನೀಡಲಾಗಿದೆ. ಪ್ರವಾಸಿಗರು ಹಾಗೂ ಸಾರ್ವಜನಿಕರು ಉತ್ಸವದಲ್ಲಿ ಪಾಲ್ಗೊಂಡು ಯಶಸ್ವಿಗೊಳಿಸಬೇಕು ಎಂದು ಮನವಿ ಮಾಡಿದರು.	[125, 541, 191, 614]
rangoli-caption: ಹಂಪಿ: ಹಂಪಿ ಉತ್ಸವದಲ್ಲಿ ರಂಗೋಲಿ ಸ್ಪರ್ಧೆ ನಡೆಯಿತು.	[378, 704, 457, 709]
date-line: ಶನಿವಾರ, ಮಾರ್ಚ್ 1, 2025	[14, 36, 70, 42]
women-event-photo	[80, 766, 230, 826]
masthead	[14, 8, 586, 54]
flowers-headline: ಹೂಗಳಲ್ಲರಳಿದ ಕಲಾಕೃತಿ	[378, 516, 453, 527]
lead-body-3: ಹಂಪಿ: ಐತಿಹಾಸಿಕ ಹಂಪಿ ಉತ್ಸವಕ್ಕೆ ವಿಜಯನಗರ ಜಿಲ್ಲಾ ಉಸ್ತುವಾರಿ ಸಚಿವ ಜಮೀರ್ ಅಹ್ಮದ್ ಖಾನ್ ಮತ್ತು ಕನ್ನಡ ಮತ್ತು ಸಂಸ್ಕೃತಿ ಸಚಿವ ಶಿವರಾಜ ತಂಗಡಗಿ ಶುಕ್ರವಾರ ಸಂಜೆ ಗಾಯಿತ್ರಿ ಪೀಠದ ಆವರಣದ ಎಂ.ಪಿ.ಪ್ರಕಾಶ ವೇದಿಕೆಯಲ್ಲಿ ವಿಧ್ಯುಕ್ತ ಚಾಲನೆ ನೀಡಿದರು. ಬಳಿಕ ಮಾತನಾಡಿದ ಅವರು ಹಂಪಿ ಉತ್ಸವ ನಾಡಿನ ಸಂಸ್ಕೃತಿಯ ಪ್ರತೀಕವಾಗಿದ್ದು ವಿಜಯನಗರ ಸಾಮ್ರಾಜ್ಯದ ವೈಭವವನ್ನು ಮರು ಸೃಷ್ಟಿಸುವ ಕಾರ್ಯವಾಗಿದೆ ಎಂದರು. ಉತ್ಸವದಲ್ಲಿ ಸ್ಥಳೀಯ ಕಲಾವಿದರಿಗೆ ಹೆಚ್ಚಿನ ಅವಕಾಶ ನೀಡಲಾಗಿದೆ. ಪ್ರವಾಸಿಗರು ಹಾಗೂ ಸಾರ್ವಜನಿಕರು ಉತ್ಸವದಲ್ಲಿ ಪಾಲ್ಗೊಂಡು ಯಶಸ್ವಿಗೊಳಿಸಬೇಕು ಎಂದು ಮನವಿ ಮಾಡಿದರು.	[14, 382, 109, 432]
night-monument-photo	[302, 516, 372, 626]
cover-paper-name: ಉದಯವಾಣಿ	[393, 257, 420, 264]
special-body: ಹಂಪಿ: ಐತಿಹಾಸಿಕ ಹಂಪಿ ಉತ್ಸವದ ಅಂಗವಾಗಿ ಉದಯವಾಣಿ ಪತ್ರಿಕೆ ಹೊರತಂದಿರುವ ವಿಶೇಷ ಸಂಚಿಕೆಯನ್ನು ಸಚಿವರು ಬಿಡುಗಡೆ ಮಾಡಿದರು. ಸಂಸದ ಈ.ತುಕಾರಾಂ, ಶಾಸಕರು ಹಾಗೂ ಜಿಲ್ಲಾಧಿಕಾರಿ ಉಪಸ್ಥಿತರಿದ್ದರು. 'ಉದಯವಾಣಿ' ಪತ್ರಿಕೆಯ ಪ್ರಯತ್ನವನ್ನು ಗಣ್ಯರು ಶ್ಲಾಘಿಸಿದರು.	[448, 272, 586, 289]
swing-body: ಹಂಪಿ: ಐತಿಹಾಸಿಕ ಹಂಪಿ ಉತ್ಸವಕ್ಕೆ ವಿಜಯನಗರ ಜಿಲ್ಲಾ ಉಸ್ತುವಾರಿ ಸಚಿವ ಜಮೀರ್ ಅಹ್ಮದ್ ಖಾನ್ ಮತ್ತು ಕನ್ನಡ ಮತ್ತು ಸಂಸ್ಕೃತಿ ಸಚಿವ ಶಿವರಾಜ ತಂಗಡಗಿ ಶುಕ್ರವಾರ ಸಂಜೆ ಗಾಯಿತ್ರಿ ಪೀಠದ ಆವರಣದ ಎಂ.ಪಿ.ಪ್ರಕಾಶ ವೇದಿಕೆಯಲ್ಲಿ ವಿಧ್ಯುಕ್ತ ಚಾಲನೆ ನೀಡಿದರು. ಬಳಿಕ ಮಾತನಾಡಿದ ಅವರು ಹಂಪಿ ಉತ್ಸವ ನಾಡಿನ ಸಂಸ್ಕೃತಿಯ ಪ್ರತೀಕವಾಗಿದ್ದು ವಿಜಯನಗರ ಸಾಮ್ರಾಜ್ಯದ ವೈಭವವನ್ನು ಮರು ಸೃಷ್ಟಿಸುವ ಕಾರ್ಯವಾಗಿದೆ ಎಂದರು. ಉತ್ಸವದಲ್ಲಿ ಸ್ಥಳೀಯ ಕಲಾವಿದರಿಗೆ ಹೆಚ್ಚಿನ ಅವಕಾಶ ನೀಡಲಾಗಿದೆ. ಪ್ರವಾಸಿಗರು ಹಾಗೂ ಸಾರ್ವಜನಿಕರು ಉ	[374, 368, 426, 452]
edition-label: ಶನಿವಾರ	[72, 10, 86, 16]
celebrity-photo-1	[112, 326, 196, 388]
women-byline: ● ಉದಯವಾಣಿ ಸಮಾಚಾರ	[14, 765, 56, 770]
flowers-byline-text: ಉದಯವಾಣಿ ಸಮಾಚಾರ	[383, 599, 420, 604]
paper-name-small: ಉದಯವಾಣಿ	[34, 22, 74, 32]
ox-caption: ಹಂಪಿ: ಎತ್ತುಗಳ ಪ್ರದರ್ಶನದಲ್ಲಿ ಸಚಿವ ಜಮೀರ್ ಅಹ್ಮದ್ ಭಾಗವಹಿಸಿದರು.	[402, 864, 483, 875]
ox-body-1: ಹಂಪಿ: ಐತಿಹಾಸಿಕ ಹಂಪಿ ಉತ್ಸವಕ್ಕೆ ವಿಜಯನಗರ ಜಿಲ್ಲಾ ಉಸ್ತುವಾರಿ ಸಚಿವ ಜಮೀರ್ ಅಹ್ಮದ್ ಖಾನ್ ಮತ್ತು ಕನ್ನಡ ಮತ್ತು ಸಂಸ್ಕೃತಿ ಸಚಿವ ಶಿವರಾಜ ತಂಗಡಗಿ ಶುಕ್ರವಾರ ಸಂಜೆ ಗಾಯಿತ್ರಿ ಪೀಠದ ಆವರಣದ ಎಂ.ಪಿ.ಪ್ರಕಾಶ ವೇದಿಕೆಯಲ್ಲಿ ವಿಧ್ಯುಕ್ತ ಚಾಲನೆ ನೀಡಿದರು. ಬಳಿಕ ಮಾತನಾಡಿದ ಅವರು ಹಂಪಿ ಉತ್ಸವ ನಾಡಿನ ಸಂಸ್ಕೃತಿಯ ಪ್ರತೀಕವಾಗಿದ್ದು ವಿಜಯನಗರ ಸಾಮ್ರಾಜ್ಯದ ವೈಭವವನ್ನು ಮರು ಸೃಷ್ಟಿಸುವ ಕಾರ್ಯವಾಗಿದೆ ಎಂದರು. ಉತ್ಸವದಲ್ಲಿ ಸ್ಥಳೀಯ ಕಲಾವಿದರಿಗೆ ಹೆಚ್ಚಿನ ಅವಕಾಶ ನೀಡಲಾಗಿದೆ. ಪ್ರವಾಸಿಗರು ಹಾಗೂ ಸಾರ್ವಜನಿಕರು ಉತ್ಸವದಲ್ಲಿ ಪಾಲ್ಗೊಂಡು ಯಶಸ್ವಿಗೊಳಿಸಬೇಕು ಎಂದು ಮನವಿ ಮಾಡಿದರು.	[402, 750, 494, 806]
